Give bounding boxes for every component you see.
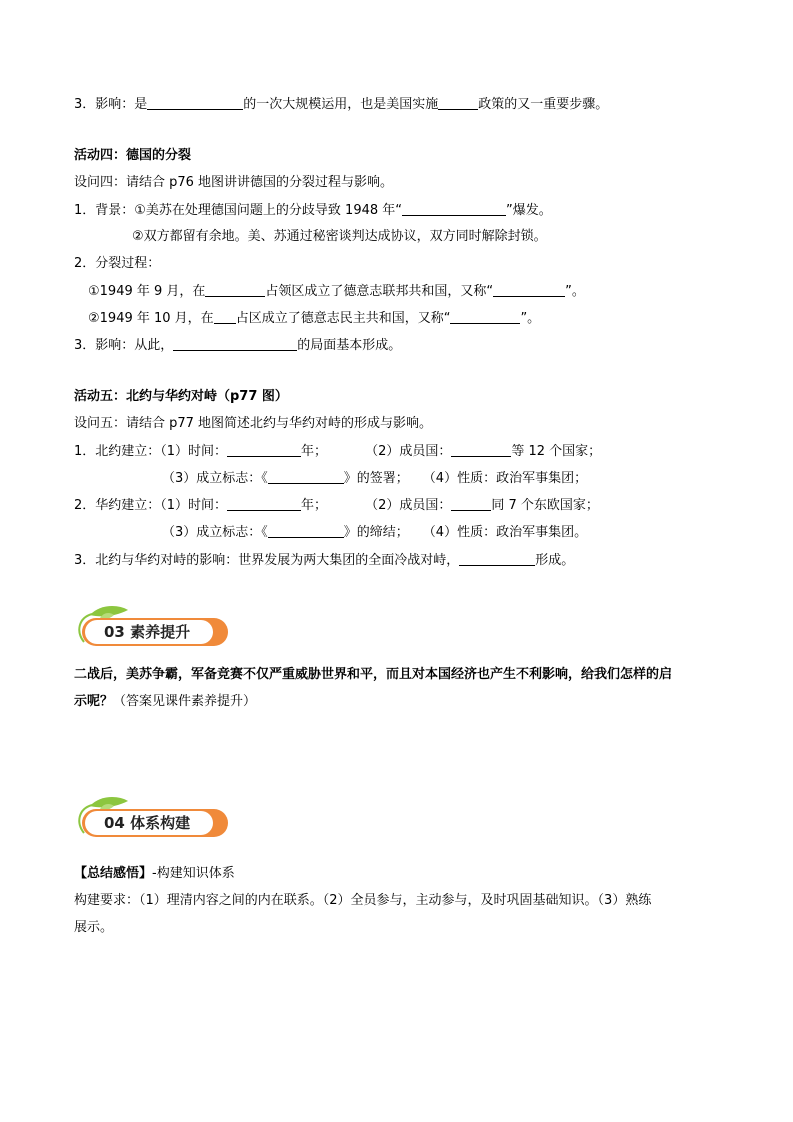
activity4-title: 活动四：德国的分裂 xyxy=(74,148,192,163)
blank xyxy=(147,95,243,110)
nato-line-2: （3）成立标志：《 》的签署； （4）性质：政治军事集团； xyxy=(162,471,588,486)
section-badge-04 xyxy=(70,793,240,837)
blank xyxy=(451,496,491,511)
activity5-prompt: 设问五：请结合 p77 地图简述北约与华约对峙的形成与影响。 xyxy=(74,416,433,431)
summary-heading: 【总结感悟】-构建知识体系 xyxy=(74,866,235,881)
confrontation-line: 3．北约与华约对峙的影响：世界发展为两大集团的全面冷战对峙， 形成。 xyxy=(74,553,575,568)
process-line-1: ①1949 年 9 月，在 占领区成立了德意志联邦共和国，又称“ ”。 xyxy=(88,284,585,299)
activity4-prompt: 设问四：请结合 p76 地图讲讲德国的分裂过程与影响。 xyxy=(74,175,394,190)
process-title: 2．分裂过程： xyxy=(74,256,161,271)
blank xyxy=(451,442,511,457)
blank xyxy=(214,309,236,324)
requirements-line-1: 构建要求：（1）理清内容之间的内在联系。（2）全员参与，主动参与，及时巩固基础知识。（3）熟练 xyxy=(74,893,652,908)
section-badge-label: 03 素养提升 xyxy=(104,623,191,641)
activity5-title: 活动五：北约与华约对峙（p77 图） xyxy=(74,389,288,404)
literacy-question-line-2: 示呢？（答案见课件素养提升） xyxy=(74,694,257,709)
blank xyxy=(205,282,265,297)
impact-line: 3．影响：是 的一次大规模运用，也是美国实施 政策的又一重要步骤。 xyxy=(74,97,609,112)
section-badge-03 xyxy=(70,602,240,646)
warsaw-line-2: （3）成立标志：《 》的缔结； （4）性质：政治军事集团。 xyxy=(162,525,588,540)
blank xyxy=(459,551,535,566)
background-line-1: 1．背景：①美苏在处理德国问题上的分歧导致 1948 年“ ”爆发。 xyxy=(74,203,552,218)
literacy-question-line-1: 二战后，美苏争霸，军备竞赛不仅严重威胁世界和平，而且对本国经济也产生不利影响，给我们怎样的启 xyxy=(74,667,673,682)
blank xyxy=(268,469,344,484)
warsaw-line-1: 2．华约建立：（1）时间： 年； （2）成员国： 同 7 个东欧国家； xyxy=(74,498,599,513)
requirements-line-2: 展示。 xyxy=(74,920,114,935)
effect-line: 3．影响：从此， 的局面基本形成。 xyxy=(74,338,402,353)
background-line-2: ②双方都留有余地。美、苏通过秘密谈判达成协议，双方同时解除封锁。 xyxy=(132,229,547,244)
blank xyxy=(450,309,520,324)
blank xyxy=(438,95,478,110)
section-badge-label: 04 体系构建 xyxy=(104,814,191,832)
blank xyxy=(227,442,301,457)
process-line-2: ②1949 年 10 月，在 占区成立了德意志民主共和国，又称“ ”。 xyxy=(88,311,541,326)
blank xyxy=(227,496,301,511)
nato-line-1: 1．北约建立：（1）时间： 年； （2）成员国： 等 12 个国家； xyxy=(74,444,602,459)
blank xyxy=(173,336,297,351)
blank xyxy=(268,523,344,538)
blank xyxy=(493,282,565,297)
blank xyxy=(402,201,506,216)
